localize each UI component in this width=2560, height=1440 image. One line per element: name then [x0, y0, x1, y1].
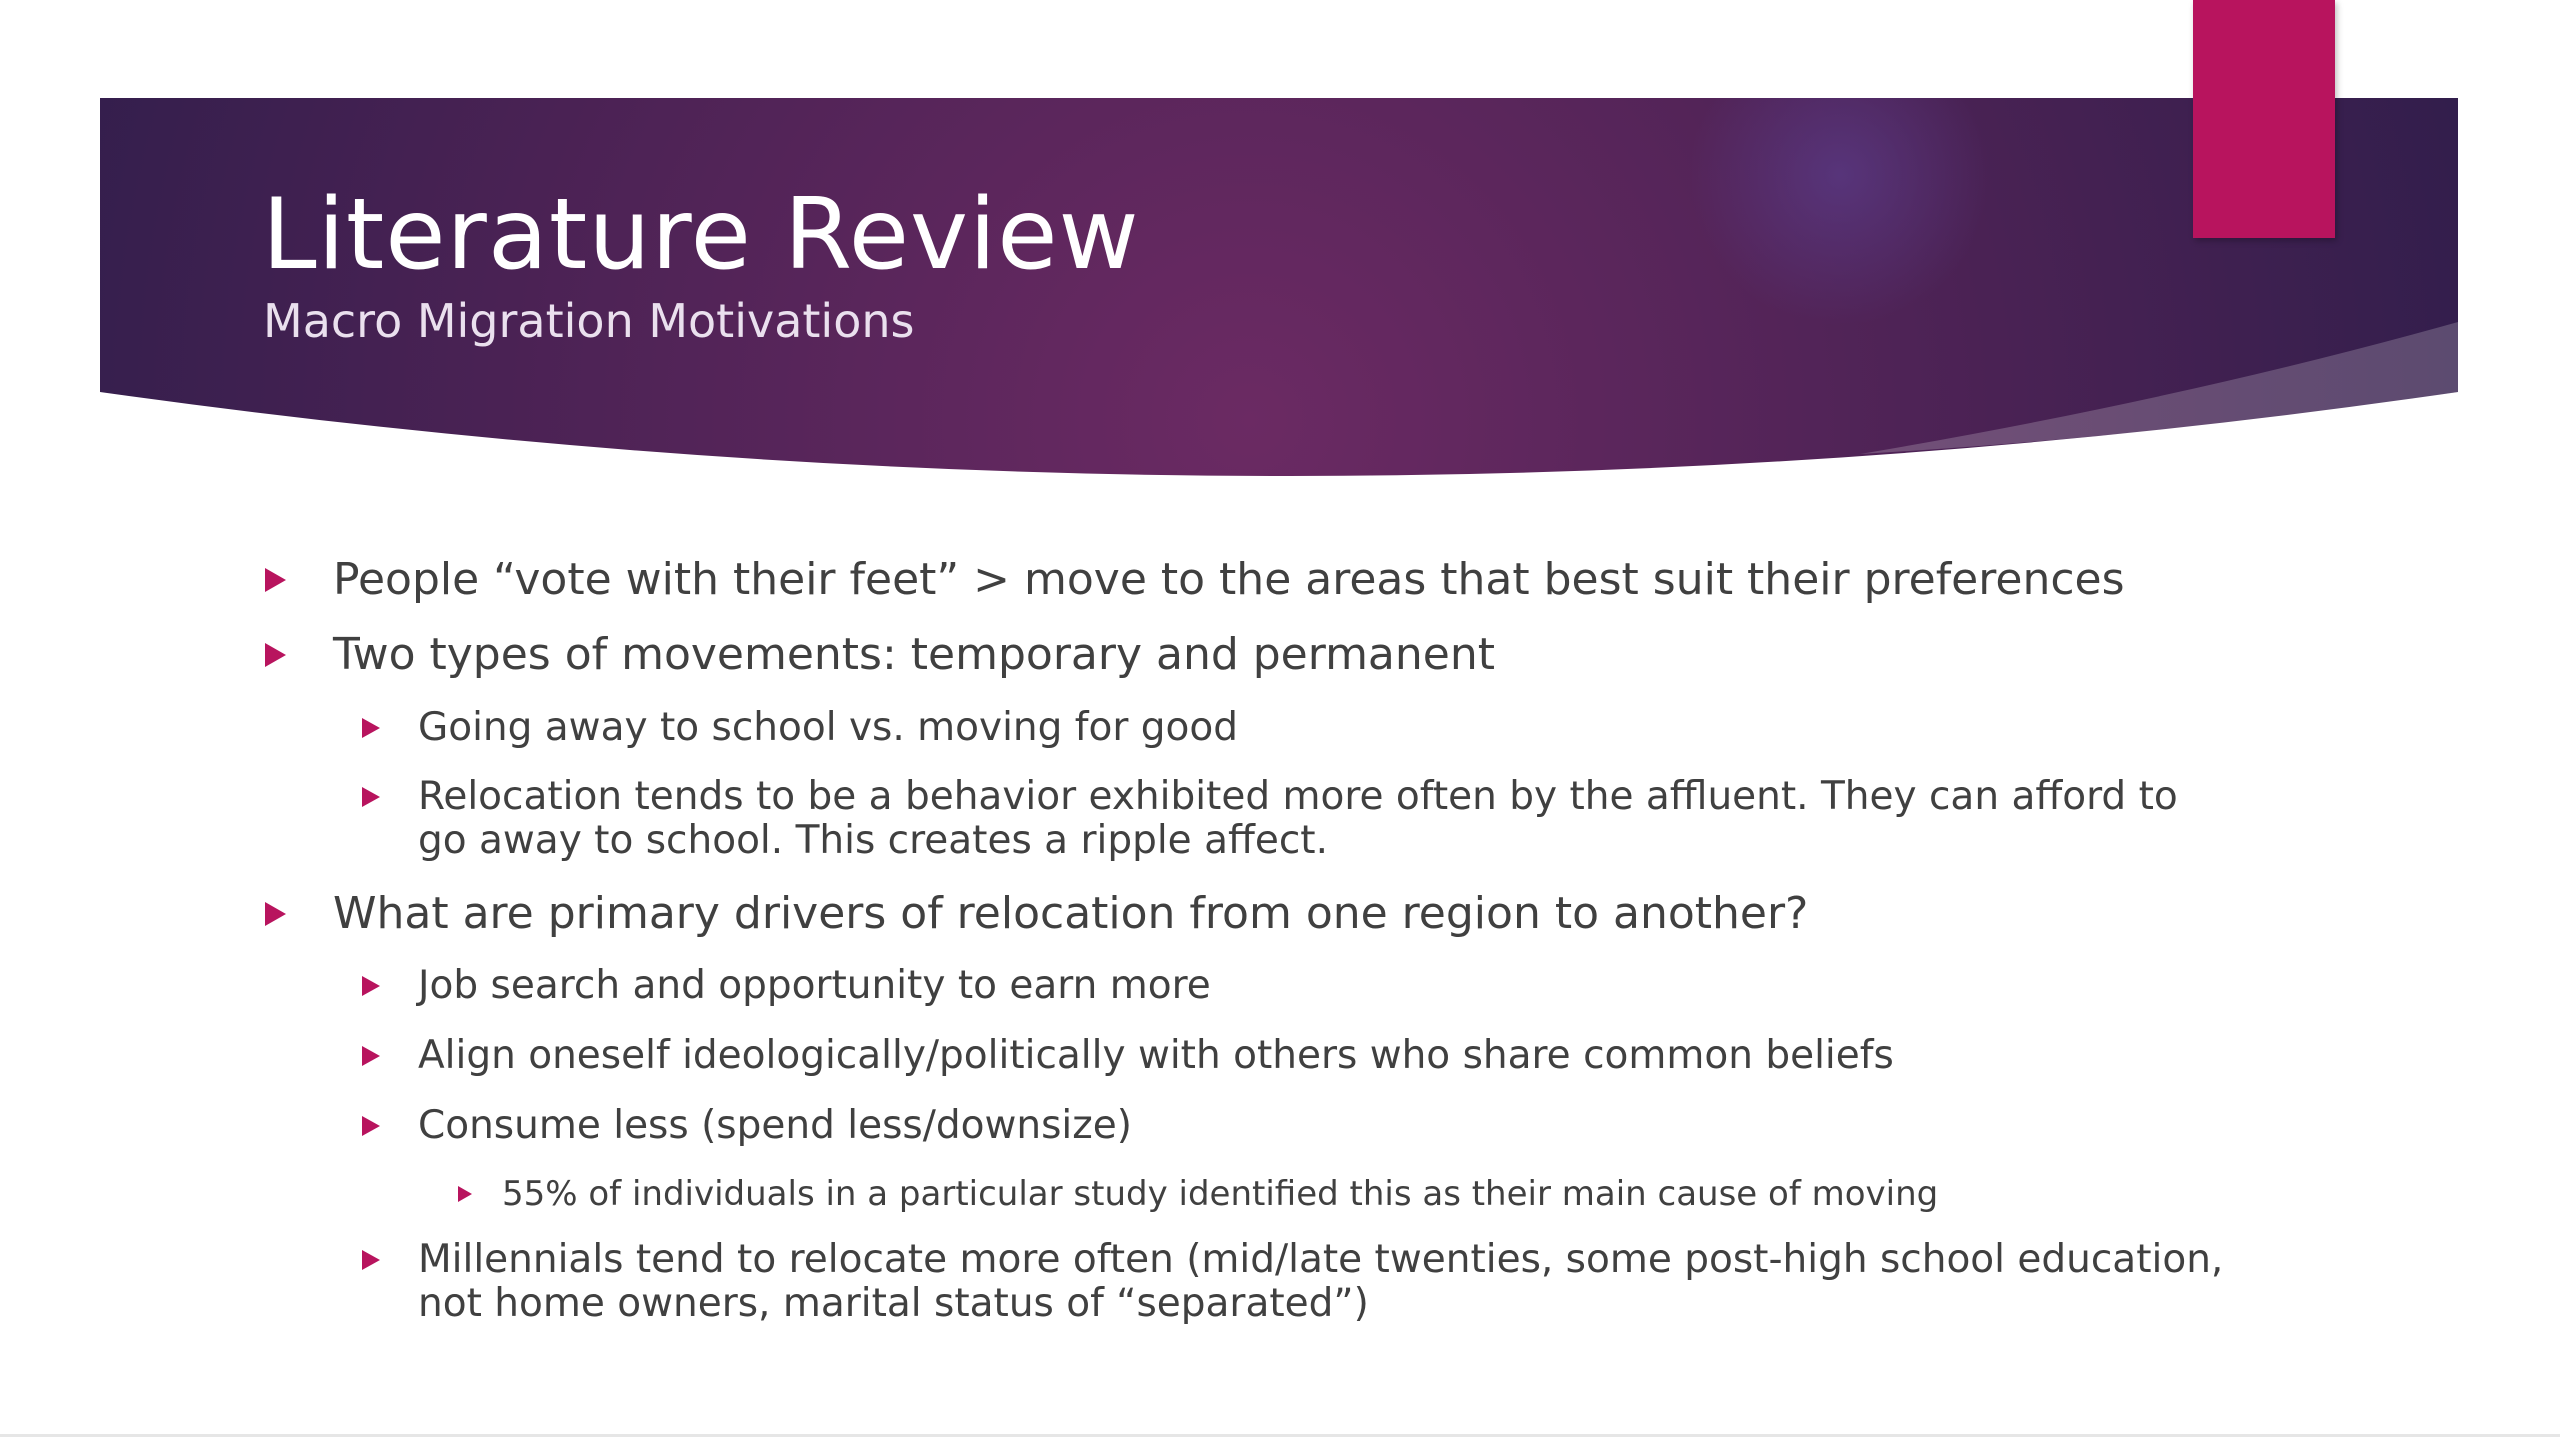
bullet-text-line: go away to school. This creates a ripple affect.	[418, 818, 1328, 863]
triangle-right-icon	[362, 1116, 380, 1136]
triangle-right-icon	[265, 568, 286, 592]
triangle-right-icon	[265, 643, 286, 667]
bullet-text: Job search and opportunity to earn more	[418, 963, 1211, 1008]
bullet-text: Two types of movements: temporary and permanent	[333, 629, 1495, 680]
triangle-right-icon	[362, 976, 380, 996]
bullet-item	[333, 888, 1808, 940]
bullet-item	[502, 1174, 1938, 1214]
slide-bottom-edge	[0, 1434, 2560, 1437]
bullet-item	[418, 964, 1211, 1008]
triangle-right-icon	[362, 787, 380, 807]
bullet-item	[418, 706, 1238, 750]
triangle-right-icon	[458, 1186, 472, 1202]
bullet-text: Consume less (spend less/downsize)	[418, 1103, 1132, 1148]
bullet-item	[418, 1104, 1132, 1148]
bullet-item	[418, 1034, 1894, 1078]
bullet-text: People “vote with their feet” > move to the areas that best suit their preferences	[333, 554, 2125, 605]
bullet-item	[418, 1238, 2223, 1326]
triangle-right-icon	[265, 902, 286, 926]
triangle-right-icon	[362, 1046, 380, 1066]
bullet-text-line: not home owners, marital status of “separated”)	[418, 1281, 1369, 1326]
bullet-text: Going away to school vs. moving for good	[418, 705, 1239, 750]
triangle-right-icon	[362, 1250, 380, 1270]
slide-title: Literature Review	[262, 178, 1140, 292]
slide-subtitle: Macro Migration Motivations	[263, 294, 915, 348]
bullet-item	[333, 554, 2125, 606]
bullet-text: 55% of individuals in a particular study identified this as their main cause of moving	[502, 1174, 1939, 1214]
triangle-right-icon	[362, 718, 380, 738]
bullet-item	[333, 629, 1495, 681]
bullet-text-line: Relocation tends to be a behavior exhibited more often by the affluent. They can afford to	[418, 774, 2178, 819]
bullet-text: Align oneself ideologically/politically with others who share common beliefs	[418, 1033, 1894, 1078]
bullet-item	[418, 775, 2178, 863]
bullet-text-line: Millennials tend to relocate more often (mid/late twenties, some post-high school education,	[418, 1237, 2224, 1282]
bullet-text: What are primary drivers of relocation from one region to another?	[333, 888, 1809, 939]
